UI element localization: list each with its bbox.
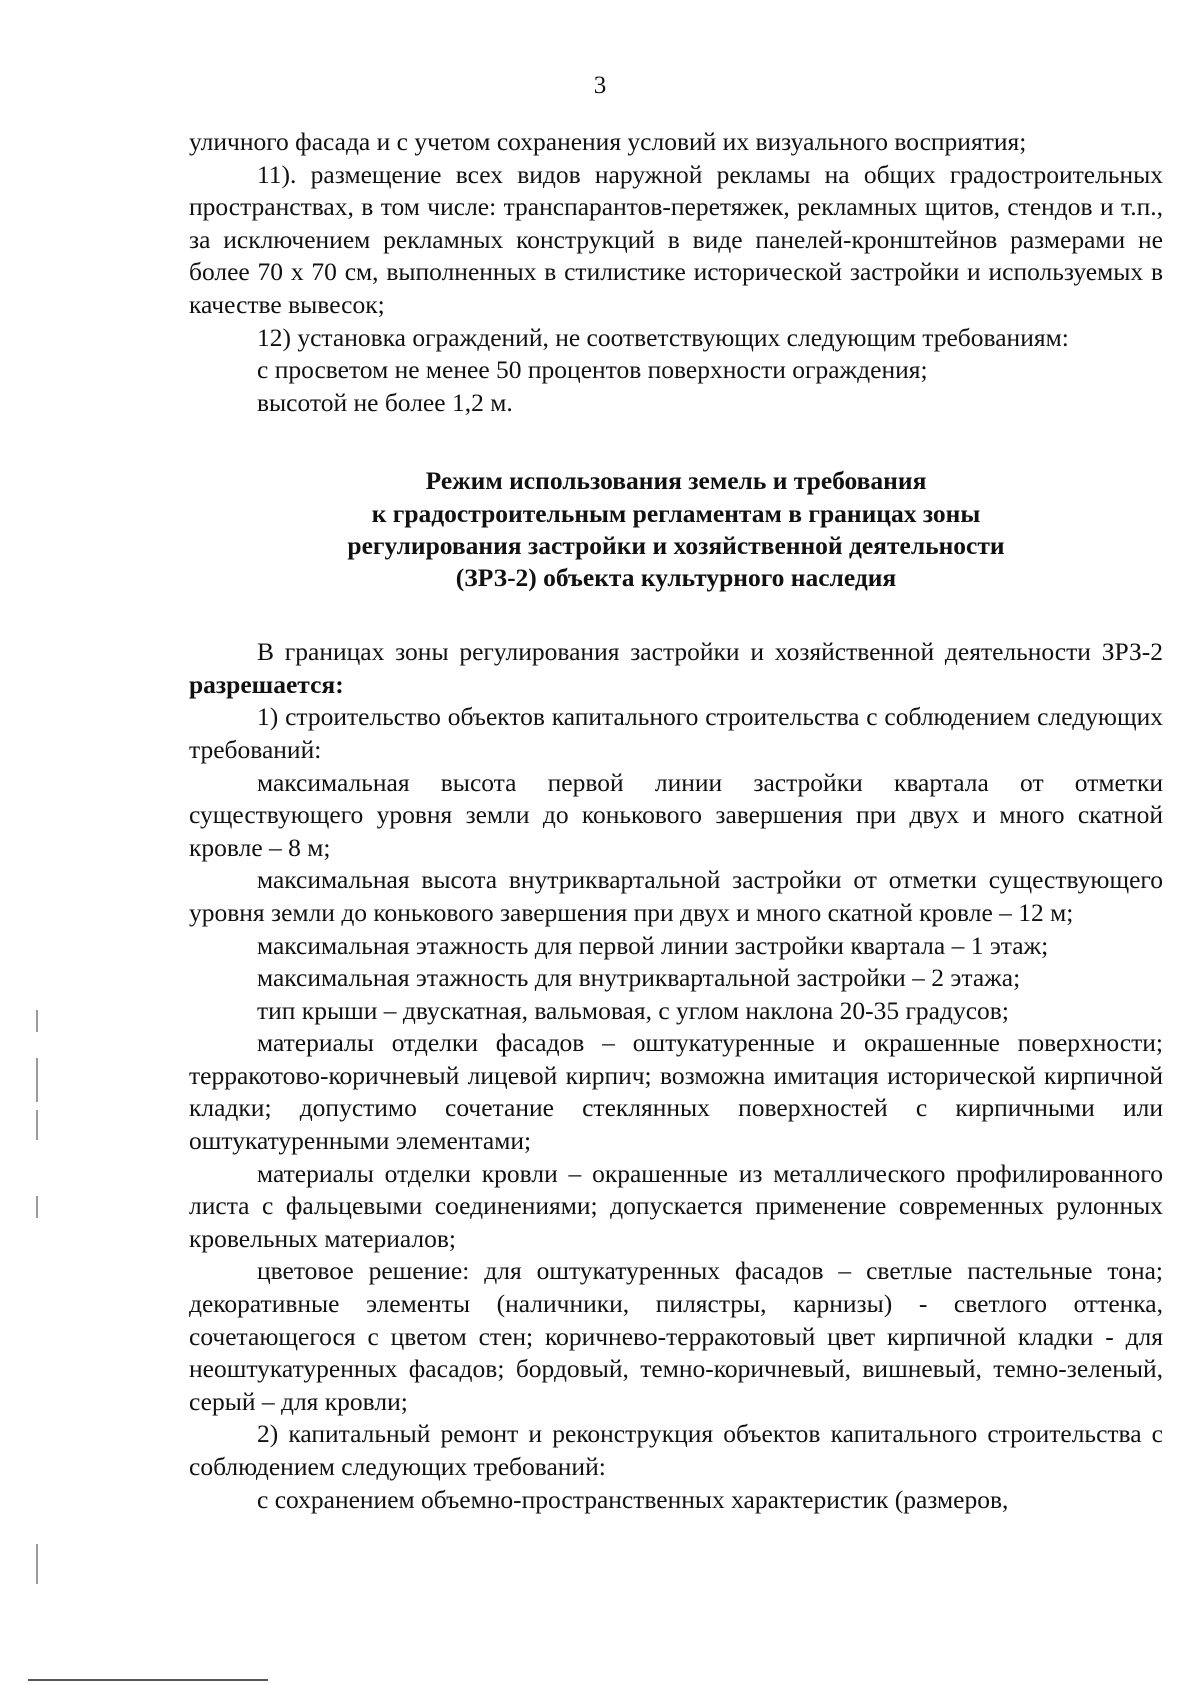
paragraph-item-12: 12) установка ограждений, не соответствующих следующим требованиям: <box>257 322 1069 352</box>
paragraph: с сохранением объемно-пространственных характеристик (размеров, <box>257 1484 1009 1514</box>
page-number: 3 <box>593 72 607 99</box>
paragraph: с просветом не менее 50 процентов поверхности ограждения; <box>257 355 928 385</box>
scan-mark <box>36 1110 38 1140</box>
heading-line: регулирования застройки и хозяйственной деятельности <box>347 530 1005 560</box>
paragraph-item-2: 2) капитальный ремонт и реконструкция объектов капитального строительства с соблюдением следующих требований: <box>189 1419 1163 1481</box>
section-heading <box>189 465 1163 594</box>
paragraph: тип крыши – двускатная, вальмовая, с углом наклона 20-35 градусов; <box>257 995 1009 1025</box>
paragraph: материалы отделки фасадов – оштукатуренные и окрашенные поверхности; терракотово-коричневый лицевой кирпич; возможна имитация исторической кирпичной кладки; допустимо сочетание стеклянных поверхностей с кирпичными или оштукатуренными элементами; <box>189 1028 1163 1156</box>
paragraph: максимальная высота внутриквартальной застройки от отметки существующего уровня земли до конькового завершения при двух и много скатной кровле – 12 м; <box>189 865 1163 927</box>
intro-text: В границах зоны регулирования застройки и хозяйственной деятельности ЗРЗ-2 <box>257 637 1163 667</box>
heading-line: Режим использования земель и требования <box>425 466 927 496</box>
document-body <box>189 126 1163 1516</box>
heading-line: к градостроительным регламентам в границах зоны <box>371 498 981 528</box>
scan-mark <box>36 1058 38 1102</box>
paragraph-item-1: 1) строительство объектов капитального строительства с соблюдением следующих требований: <box>189 702 1163 764</box>
paragraph: максимальная высота первой линии застройки квартала от отметки существующего уровня земли до конькового завершения при двух и много скатной кровле – 8 м; <box>189 767 1163 862</box>
intro-bold-text: разрешается: <box>189 669 344 699</box>
paragraph: уличного фасада и с учетом сохранения условий их визуального восприятия; <box>189 127 1027 156</box>
scan-mark <box>36 1196 38 1218</box>
paragraph: максимальная этажность для внутриквартальной застройки – 2 этажа; <box>257 963 1021 993</box>
footnote-rule <box>28 1679 268 1681</box>
paragraph-item-11: 11). размещение всех видов наружной рекламы на общих градостроительных пространствах, в том числе: транспарантов-перетяжек, рекламных щитов, стендов и т.п., за исключением рекламных конструкций в виде панелей-кронштейнов размерами не более 70 х 70 см, выполненных в стилистике исторической застройки и используемых в качестве вывесок; <box>189 159 1163 319</box>
scan-mark <box>36 1010 38 1032</box>
heading-line: (ЗРЗ-2) объекта культурного наследия <box>455 562 897 592</box>
paragraph: материалы отделки кровли – окрашенные из металлического профилированного листа с фальцевыми соединениями; допускается применение современных рулонных кровельных материалов; <box>189 1158 1163 1253</box>
paragraph: максимальная этажность для первой линии застройки квартала – 1 этаж; <box>257 930 1049 960</box>
paragraph: высотой не более 1,2 м. <box>257 387 513 417</box>
scan-mark <box>36 1544 38 1584</box>
paragraph: цветовое решение: для оштукатуренных фасадов – светлые пастельные тона; декоративные элементы (наличники, пилястры, карнизы) - светлого оттенка, сочетающегося с цветом стен; коричнево-терракотовый цвет кирпичной кладки - для неоштукатуренных фасадов; бордовый, темно-коричневый, вишневый, темно-зеленый, серый – для кровли; <box>189 1256 1163 1416</box>
intro-paragraph <box>189 636 1163 701</box>
